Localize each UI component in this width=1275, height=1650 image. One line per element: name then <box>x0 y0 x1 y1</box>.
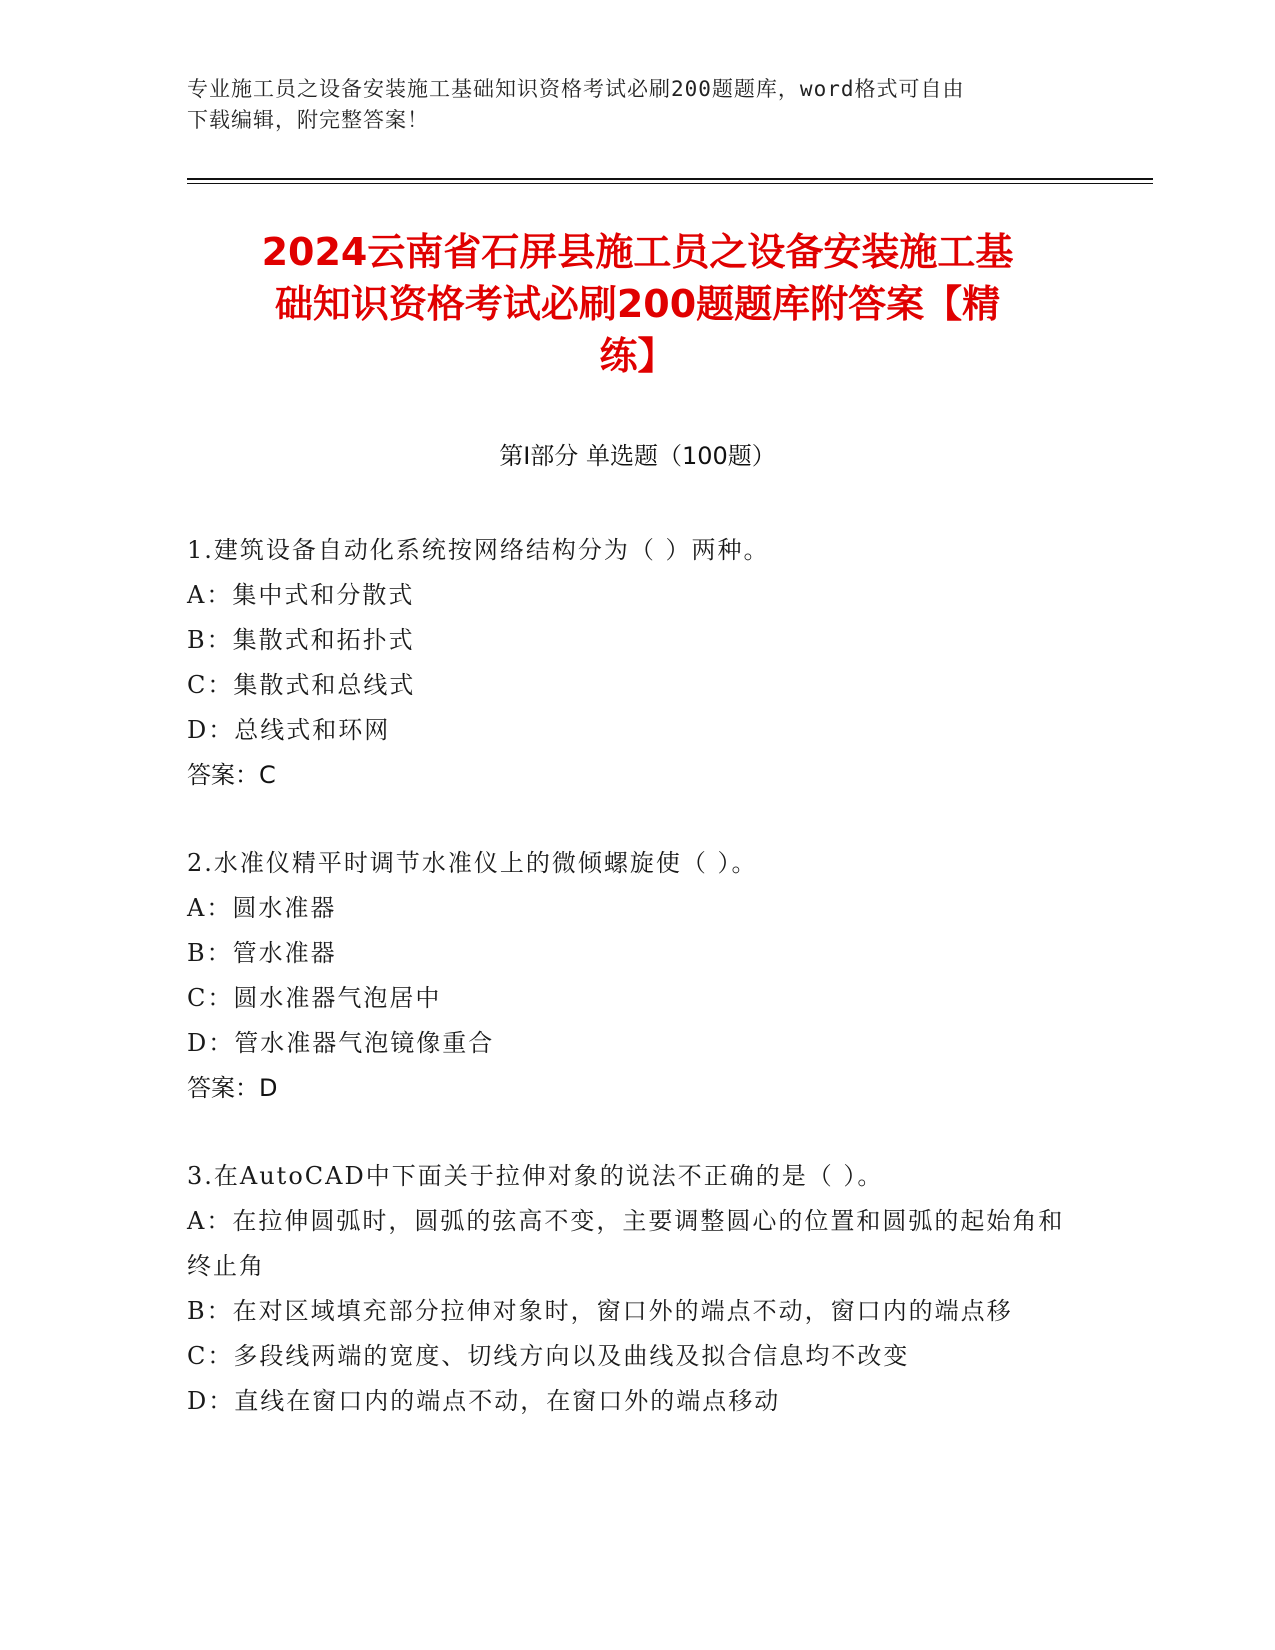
question-stem: 1.建筑设备自动化系统按网络结构分为（ ）两种。 <box>187 536 770 564</box>
option-a: A：集中式和分散式 <box>187 581 415 609</box>
document-title-line-3: 练】 <box>599 334 676 378</box>
option-d: D：总线式和环网 <box>187 716 391 744</box>
question-stem: 3.在AutoCAD中下面关于拉伸对象的说法不正确的是（ ）。 <box>187 1162 884 1190</box>
header-divider-thin <box>187 183 1153 184</box>
header-divider-thick <box>187 178 1153 180</box>
document-title-line-1: 2024云南省石屏县施工员之设备安装施工基 <box>261 230 1014 274</box>
section-heading: 第Ⅰ部分 单选题（100题） <box>499 442 776 470</box>
question-list <box>187 528 1087 1467</box>
question-2 <box>187 841 1087 1111</box>
question-1 <box>187 528 1087 798</box>
option-a: A：在拉伸圆弧时，圆弧的弦高不变，主要调整圆心的位置和圆弧的起始角和终止角 <box>187 1207 1065 1280</box>
option-b: B：管水准器 <box>187 939 337 967</box>
question-3 <box>187 1154 1087 1424</box>
option-a: A：圆水准器 <box>187 894 337 922</box>
option-d: D：管水准器气泡镜像重合 <box>187 1029 495 1057</box>
option-b: B：集散式和拓扑式 <box>187 626 415 654</box>
header-note-line-2: 下载编辑，附完整答案！ <box>187 108 429 132</box>
document-title-line-2: 础知识资格考试必刷200题题库附答案【精 <box>274 282 1001 326</box>
option-c: C：集散式和总线式 <box>187 671 416 699</box>
option-c: C：圆水准器气泡居中 <box>187 984 442 1012</box>
header-note-line-1: 专业施工员之设备安装施工基础知识资格考试必刷200题题库，word格式可自由 <box>187 77 965 101</box>
option-c: C：多段线两端的宽度、切线方向以及曲线及拟合信息均不改变 <box>187 1342 910 1370</box>
answer-line: 答案：D <box>187 1074 278 1102</box>
option-b: B：在对区域填充部分拉伸对象时，窗口外的端点不动，窗口内的端点移 <box>187 1297 1013 1325</box>
header-note <box>187 74 1087 136</box>
answer-line: 答案：C <box>187 761 276 789</box>
option-d: D：直线在窗口内的端点不动，在窗口外的端点移动 <box>187 1387 781 1415</box>
document-title <box>170 226 1105 382</box>
question-stem: 2.水准仪精平时调节水准仪上的微倾螺旋使（ ）。 <box>187 849 758 877</box>
